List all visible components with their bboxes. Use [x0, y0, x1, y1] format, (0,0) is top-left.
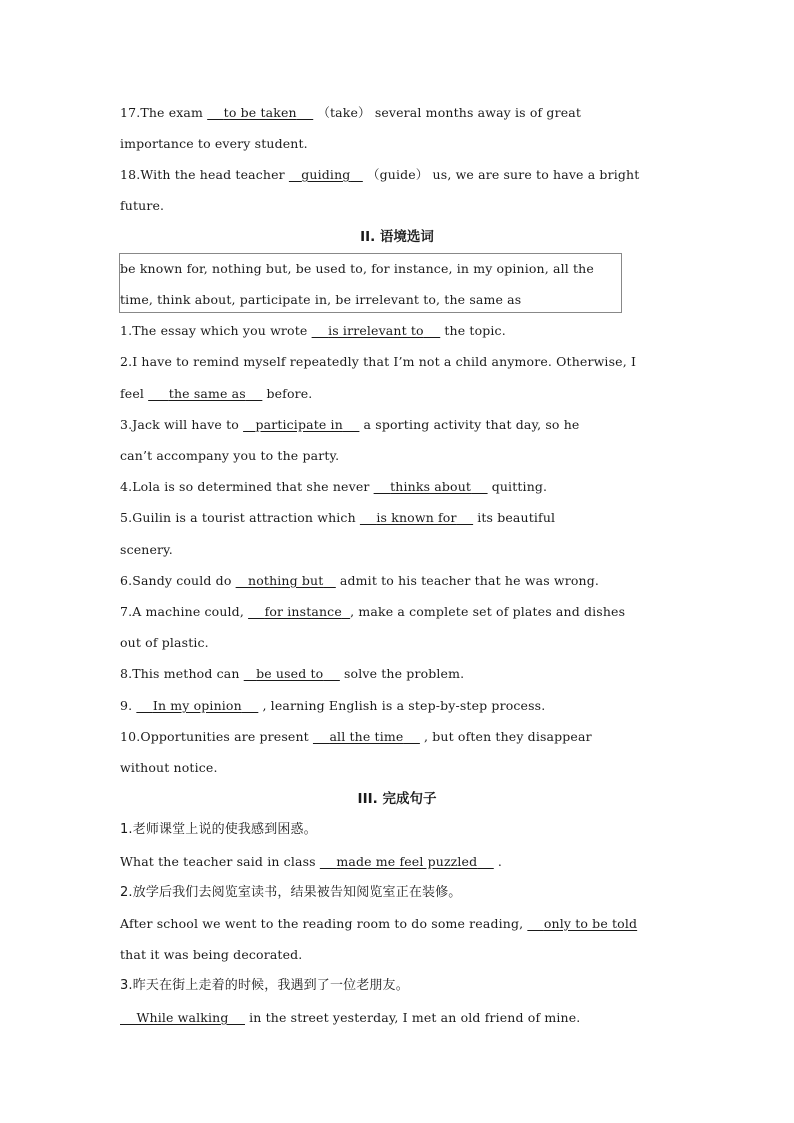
item-9: 9. In my opinion , learning English is a step-by-step process.	[120, 698, 546, 713]
answer-blank: to be taken	[223, 105, 297, 120]
answer-blank: only to be told	[543, 916, 638, 931]
item-5-cont: scenery.	[120, 542, 173, 557]
answer-blank: participate in	[255, 417, 343, 432]
section-heading-2: II. 语境选词	[360, 229, 434, 245]
question-17	[120, 105, 680, 121]
answer-blank: thinks about	[390, 479, 472, 494]
answer-blank: is irrelevant to	[328, 323, 424, 338]
sentence-3-chinese: 3.昨天在街上走着的时候，我遇到了一位老朋友。	[120, 978, 409, 993]
item-4: 4.Lola is so determined that she never thinks about quitting.	[120, 479, 548, 494]
item-5: 5.Guilin is a tourist attraction which is known for its beautiful	[120, 510, 556, 525]
answer-blank: all the time	[329, 729, 404, 744]
item-10-cont: without notice.	[120, 760, 218, 775]
answer-blank: In my opinion	[152, 698, 242, 713]
sentence-3: While walking in the street yesterday, I met an old friend of mine.	[120, 1010, 680, 1026]
question-text: （guide） us, we are sure to have a bright	[366, 167, 640, 182]
word-bank-line-2: time, think about, participate in, be irrelevant to, the same as	[120, 292, 522, 307]
sentence-1-chinese: 1.老师课堂上说的使我感到困惑。	[120, 822, 317, 837]
question-18-cont: future.	[120, 198, 165, 213]
item-10: 10.Opportunities are present all the time , but often they disappear	[120, 729, 592, 744]
answer-blank: guiding	[301, 167, 351, 182]
answer-blank: be used to	[256, 666, 324, 681]
item-3-cont: can’t accompany you to the party.	[120, 448, 340, 463]
item-7-cont: out of plastic.	[120, 635, 209, 650]
item-2-cont: feel the same as before.	[120, 386, 313, 401]
question-text: （take） several months away is of great	[317, 105, 582, 120]
sentence-2: After school we went to the reading room to do some reading, only to be told	[120, 916, 638, 931]
question-18	[120, 167, 680, 183]
section-heading-3: III. 完成句子	[357, 791, 437, 807]
answer-blank: for instance	[264, 604, 342, 619]
item-2: 2.I have to remind myself repeatedly that I’m not a child anymore. Otherwise, I	[120, 354, 637, 369]
answer-blank: is known for	[376, 510, 457, 525]
question-text: 17.The exam	[120, 105, 204, 120]
question-text: 18.With the head teacher	[120, 167, 285, 182]
item-1: 1.The essay which you wrote is irrelevant to the topic.	[120, 323, 506, 338]
word-bank-line-1: be known for, nothing but, be used to, for instance, in my opinion, all the	[120, 261, 594, 276]
answer-blank: the same as	[168, 386, 246, 401]
answer-blank: While walking	[136, 1010, 229, 1025]
answer-blank: made me feel puzzled	[336, 854, 478, 869]
sentence-2-chinese: 2.放学后我们去阅览室读书，结果被告知阅览室正在装修。	[120, 885, 462, 900]
sentence-1: What the teacher said in class made me feel puzzled .	[120, 854, 503, 869]
item-3: 3.Jack will have to participate in a sporting activity that day, so he	[120, 417, 580, 432]
item-6: 6.Sandy could do nothing but admit to his teacher that he was wrong.	[120, 573, 600, 588]
question-17-cont: importance to every student.	[120, 136, 308, 151]
answer-blank: nothing but	[248, 573, 324, 588]
sentence-2-cont: that it was being decorated.	[120, 947, 303, 962]
item-7: 7.A machine could, for instance , make a complete set of plates and dishes	[120, 604, 626, 619]
item-8: 8.This method can be used to solve the problem.	[120, 666, 465, 681]
